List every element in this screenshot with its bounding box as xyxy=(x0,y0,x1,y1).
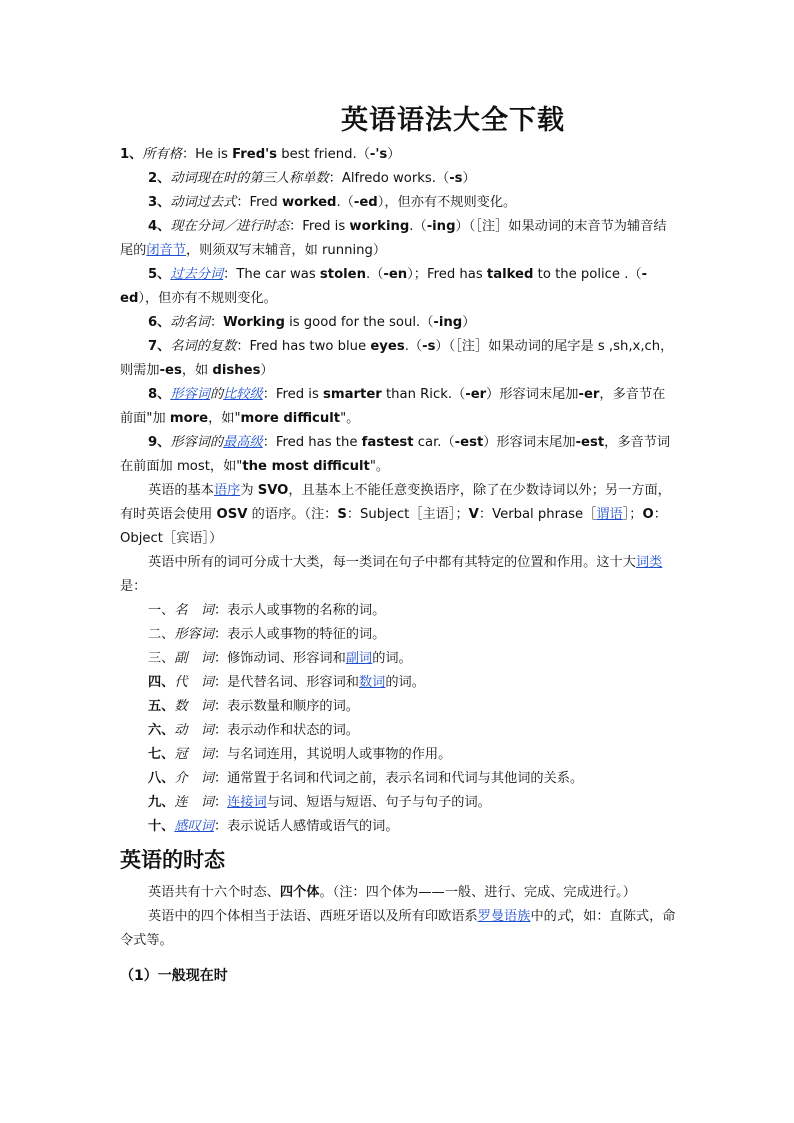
word-class-8 xyxy=(120,767,676,791)
word-class-9 xyxy=(120,791,676,815)
para-text: 。（注：四个体为——一般、进行、完成、完成进行。） xyxy=(319,885,636,900)
item-number: 2、 xyxy=(148,171,171,186)
item-label: 所有格 xyxy=(142,147,182,162)
item-bold: -ed xyxy=(120,267,648,306)
class-name: 副 词 xyxy=(174,651,214,666)
item-text: ，多音节词在前面加 most，如" xyxy=(120,435,671,474)
link-numeral[interactable]: 数词 xyxy=(359,675,386,690)
class-name: 动 词 xyxy=(174,723,214,738)
item-bold: the most difficult xyxy=(242,459,370,474)
word-class-2 xyxy=(120,623,676,647)
item-bold: eyes xyxy=(370,339,405,354)
item-text: .（ xyxy=(409,219,427,234)
class-number: 六、 xyxy=(148,723,175,738)
para-text: ：Verbal phrase［ xyxy=(478,507,597,522)
class-number: 二、 xyxy=(148,627,175,642)
class-desc: 的词。 xyxy=(372,651,412,666)
class-desc: ：表示人或事物的名称的词。 xyxy=(213,603,386,618)
item-number: 5、 xyxy=(148,267,171,282)
item-text: Alfredo works.（ xyxy=(341,171,450,186)
item-label: 形容词的 xyxy=(170,435,224,450)
item-bold: talked xyxy=(486,267,534,282)
item-text: ） xyxy=(462,315,476,330)
item-text: ）（［注］如果动词的末音节为辅音结尾的 xyxy=(120,219,667,258)
item-bold: fastest xyxy=(361,435,414,450)
para-text: 英语中的四个体相当于法语、西班牙语以及所有印欧语系 xyxy=(148,909,478,924)
item-text: ，如" xyxy=(208,411,241,426)
item-number: 9、 xyxy=(148,435,171,450)
para-text: ，如：直陈式，命令式等。 xyxy=(120,909,676,948)
class-number: 五、 xyxy=(148,699,175,714)
class-name: 形容词 xyxy=(174,627,214,642)
word-class-10 xyxy=(120,815,676,839)
grammar-item-7 xyxy=(120,335,676,383)
link-romance-languages[interactable]: 罗曼语族 xyxy=(477,909,531,924)
item-text: Fred has two blue xyxy=(249,339,371,354)
item-text: ）；Fred has xyxy=(407,267,487,282)
item-number: 1、 xyxy=(120,147,143,162)
link-interjection[interactable]: 感叹词 xyxy=(174,819,214,834)
para-text: ］； xyxy=(622,507,643,522)
item-text: .（ xyxy=(366,267,384,282)
item-number: 4、 xyxy=(148,219,171,234)
item-bold: working xyxy=(349,219,410,234)
para-italic: 式 xyxy=(556,909,570,924)
item-text: ） xyxy=(260,363,274,378)
svo-paragraph xyxy=(120,479,676,551)
item-bold: -es xyxy=(159,363,182,378)
para-text: 为 xyxy=(240,483,258,498)
item-text: Fred xyxy=(249,195,282,210)
word-class-7 xyxy=(120,743,676,767)
para-text: 英语共有十六个时态、 xyxy=(148,885,280,900)
grammar-item-5 xyxy=(120,263,676,311)
class-desc: ：表示人或事物的特征的词。 xyxy=(213,627,386,642)
item-label: 动词现在时的第三人称单数 xyxy=(170,171,329,186)
word-class-6 xyxy=(120,719,676,743)
separator: ： xyxy=(262,435,276,450)
item-bold: stolen xyxy=(319,267,366,282)
para-text: 英语中所有的词可分成十大类，每一类词在句子中都有其特定的位置和作用。这十大 xyxy=(148,555,636,570)
class-number: 七、 xyxy=(148,747,175,762)
class-name: 名 词 xyxy=(174,603,214,618)
para-text: 是： xyxy=(120,579,147,594)
class-desc: ：与名词连用，其说明人或事物的作用。 xyxy=(213,747,452,762)
class-desc: ： xyxy=(213,795,228,810)
grammar-item-9 xyxy=(120,431,676,479)
word-class-4 xyxy=(120,671,676,695)
class-number: 八、 xyxy=(148,771,175,786)
class-name: 连 词 xyxy=(174,795,214,810)
class-name: 介 词 xyxy=(174,771,214,786)
class-desc: ：表示动作和状态的词。 xyxy=(213,723,359,738)
item-text: ），但亦有不规则变化。 xyxy=(377,195,517,210)
para-bold: SVO xyxy=(257,483,289,498)
subsection-heading: （1）一般现在时 xyxy=(120,968,228,984)
class-desc: ：是代替名词、形容词和 xyxy=(213,675,359,690)
item-text: ）形容词末尾加 xyxy=(483,435,576,450)
class-number: 一、 xyxy=(148,603,175,618)
item-text: to the police .（ xyxy=(533,267,642,282)
class-number: 四、 xyxy=(148,675,175,690)
item-bold: dishes xyxy=(212,363,261,378)
para-text: ：Subject［主语］； xyxy=(346,507,469,522)
item-text: Fred has the xyxy=(275,435,362,450)
item-text: Fred is xyxy=(302,219,350,234)
tense-paragraph-2 xyxy=(120,905,676,953)
para-bold: O xyxy=(642,507,654,522)
item-text: The car was xyxy=(236,267,320,282)
class-number: 九、 xyxy=(148,795,175,810)
item-text: .（ xyxy=(404,339,423,354)
separator: ： xyxy=(262,387,276,402)
item-number: 8、 xyxy=(148,387,171,402)
item-label: 动词过去式 xyxy=(170,195,237,210)
separator: ： xyxy=(223,267,237,282)
item-label: 的 xyxy=(209,387,224,402)
item-text: "。 xyxy=(369,459,390,474)
separator: ： xyxy=(209,315,224,330)
tense-paragraph-1 xyxy=(120,881,676,905)
word-class-1 xyxy=(120,599,676,623)
item-text: ，多音节在前面"加 xyxy=(120,387,666,426)
item-label: 现在分词／进行时态 xyxy=(170,219,290,234)
link-predicate[interactable]: 谓语 xyxy=(596,507,623,522)
grammar-item-4 xyxy=(120,215,676,263)
link-closed-syllable[interactable]: 闭音节 xyxy=(146,243,186,258)
item-text: ，如 xyxy=(181,363,213,378)
para-bold: V xyxy=(468,507,479,522)
item-bold: -s xyxy=(422,339,436,354)
link-adverb[interactable]: 副词 xyxy=(345,651,373,666)
class-number: 三、 xyxy=(148,651,175,666)
item-number: 6、 xyxy=(148,315,171,330)
item-bold: Fred's xyxy=(232,147,278,162)
item-text: Fred is xyxy=(275,387,324,402)
word-class-5 xyxy=(120,695,676,719)
grammar-item-3 xyxy=(120,191,676,215)
para-text: 英语的基本 xyxy=(148,483,214,498)
item-text: ，则须双写末辅音，如 running） xyxy=(185,243,387,258)
link-past-participle[interactable]: 过去分词 xyxy=(170,267,224,282)
link-word-order[interactable]: 语序 xyxy=(213,483,241,498)
item-number: 7、 xyxy=(148,339,171,354)
item-bold: -est xyxy=(575,435,605,450)
item-text: .（ xyxy=(336,195,354,210)
class-name: 数 词 xyxy=(174,699,214,714)
link-parts-of-speech[interactable]: 词类 xyxy=(635,555,663,570)
class-desc: ：通常置于名词和代词之前，表示名词和代词与其他词的关系。 xyxy=(213,771,584,786)
class-desc: ：表示说话人感情或语气的词。 xyxy=(213,819,399,834)
item-text: best friend.（ xyxy=(277,147,370,162)
separator: ： xyxy=(181,147,196,162)
item-number: 3、 xyxy=(148,195,171,210)
item-bold: more xyxy=(169,411,209,426)
item-bold: Working xyxy=(223,315,285,330)
separator: ： xyxy=(289,219,303,234)
grammar-item-6 xyxy=(120,311,676,335)
separator: ： xyxy=(236,195,250,210)
class-desc: ：修饰动词、形容词和 xyxy=(213,651,346,666)
item-text: "。 xyxy=(340,411,360,426)
grammar-item-1 xyxy=(120,143,676,167)
item-text: is good for the soul.（ xyxy=(284,315,434,330)
para-text: 的语序。（注： xyxy=(247,507,338,522)
class-name: 代 词 xyxy=(174,675,214,690)
class-number: 十、 xyxy=(148,819,175,834)
item-bold: -er xyxy=(578,387,600,402)
item-text: ） xyxy=(387,147,401,162)
link-comparative[interactable]: 比较级 xyxy=(223,387,263,402)
link-conjunction[interactable]: 连接词 xyxy=(227,795,267,810)
grammar-item-2 xyxy=(120,167,676,191)
para-bold: 四个体 xyxy=(279,885,320,900)
class-desc: 的词。 xyxy=(385,675,425,690)
para-bold: OSV xyxy=(216,507,248,522)
item-bold: worked xyxy=(281,195,337,210)
item-bold: -er xyxy=(465,387,487,402)
grammar-item-8 xyxy=(120,383,676,431)
separator: ： xyxy=(236,339,250,354)
separator: ： xyxy=(328,171,342,186)
item-text: than Rick.（ xyxy=(381,387,466,402)
item-bold: -en xyxy=(383,267,408,282)
item-text: ） xyxy=(462,171,476,186)
item-bold: smarter xyxy=(323,387,382,402)
item-text: ）形容词末尾加 xyxy=(486,387,579,402)
item-label: 动名词 xyxy=(170,315,210,330)
section-heading-tense: 英语的时态 xyxy=(120,847,225,872)
item-bold: -ing xyxy=(426,219,456,234)
item-bold: -ed xyxy=(353,195,378,210)
item-bold: -ing xyxy=(433,315,463,330)
para-bold: S xyxy=(337,507,347,522)
link-adjective[interactable]: 形容词 xyxy=(170,387,210,402)
link-superlative[interactable]: 最高级 xyxy=(223,435,263,450)
classes-intro xyxy=(120,551,676,599)
item-bold: more difficult xyxy=(240,411,341,426)
para-text: ，且基本上不能任意变换语序，除了在少数诗词以外；另一方面，有时英语会使用 xyxy=(120,483,671,522)
item-bold: -est xyxy=(454,435,484,450)
para-text: 中的 xyxy=(530,909,557,924)
para-text: ：Object［宾语］） xyxy=(120,507,667,546)
word-class-3 xyxy=(120,647,676,671)
class-name: 冠 词 xyxy=(174,747,214,762)
item-text: He is xyxy=(195,147,233,162)
document-page xyxy=(120,98,676,989)
item-bold: -s xyxy=(449,171,463,186)
item-text: car.（ xyxy=(413,435,455,450)
class-desc: ：表示数量和顺序的词。 xyxy=(213,699,359,714)
item-text: ），但亦有不规则变化。 xyxy=(138,291,277,306)
item-bold: -'s xyxy=(369,147,388,162)
item-label: 名词的复数 xyxy=(170,339,237,354)
class-desc: 与词、短语与短语、句子与句子的词。 xyxy=(266,795,491,810)
page-title: 英语语法大全下载 xyxy=(341,105,565,136)
item-text: ）（［注］如果动词的尾字是 s ,sh,x,ch，则需加 xyxy=(120,339,674,378)
